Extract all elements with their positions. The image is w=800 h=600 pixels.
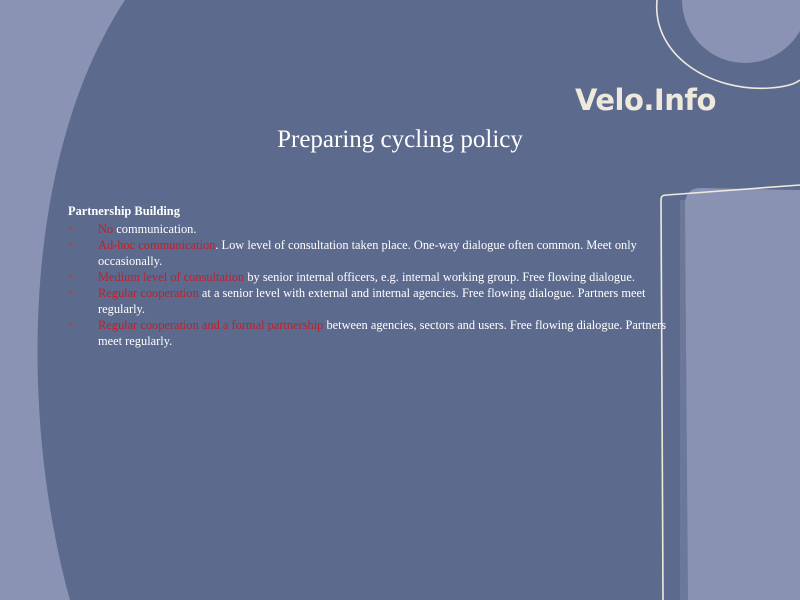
bullet-icon: •: [68, 318, 73, 332]
item-highlight: Medium level of consultation: [98, 270, 245, 284]
item-text: between agencies, sectors and users. Free flowing dialogue. Partners meet regularly.: [98, 318, 667, 348]
item-highlight: Ad-hoc communication: [98, 238, 216, 252]
bullet-icon: •: [68, 238, 73, 252]
item-text: communication.: [113, 222, 197, 236]
item-highlight: Regular cooperation and a formal partnership: [98, 318, 324, 332]
list-item: [68, 317, 668, 349]
item-highlight: Regular cooperation: [98, 286, 199, 300]
list-item: [68, 237, 668, 269]
list-item: [68, 285, 668, 317]
bullet-icon: •: [68, 222, 73, 236]
bullet-icon: •: [68, 286, 73, 300]
partnership-level-list: [68, 221, 668, 349]
item-text: at a senior level with external and internal agencies. Free flowing dialogue. Partners meet regularly.: [98, 286, 646, 316]
bullet-icon: •: [68, 270, 73, 284]
list-item: [68, 221, 668, 237]
item-highlight: No: [98, 222, 114, 236]
section-heading: Partnership Building: [68, 204, 180, 218]
slide-title: Preparing cycling policy: [277, 126, 523, 153]
list-item: [68, 269, 668, 285]
velo-info-logo: Velo.Info: [575, 83, 716, 117]
slide-content: [68, 203, 668, 349]
item-text: by senior internal officers, e.g. internal working group. Free flowing dialogue.: [244, 270, 635, 284]
item-text: . Low level of consultation taken place. One-way dialogue often common. Meet only occasionally.: [98, 238, 637, 268]
